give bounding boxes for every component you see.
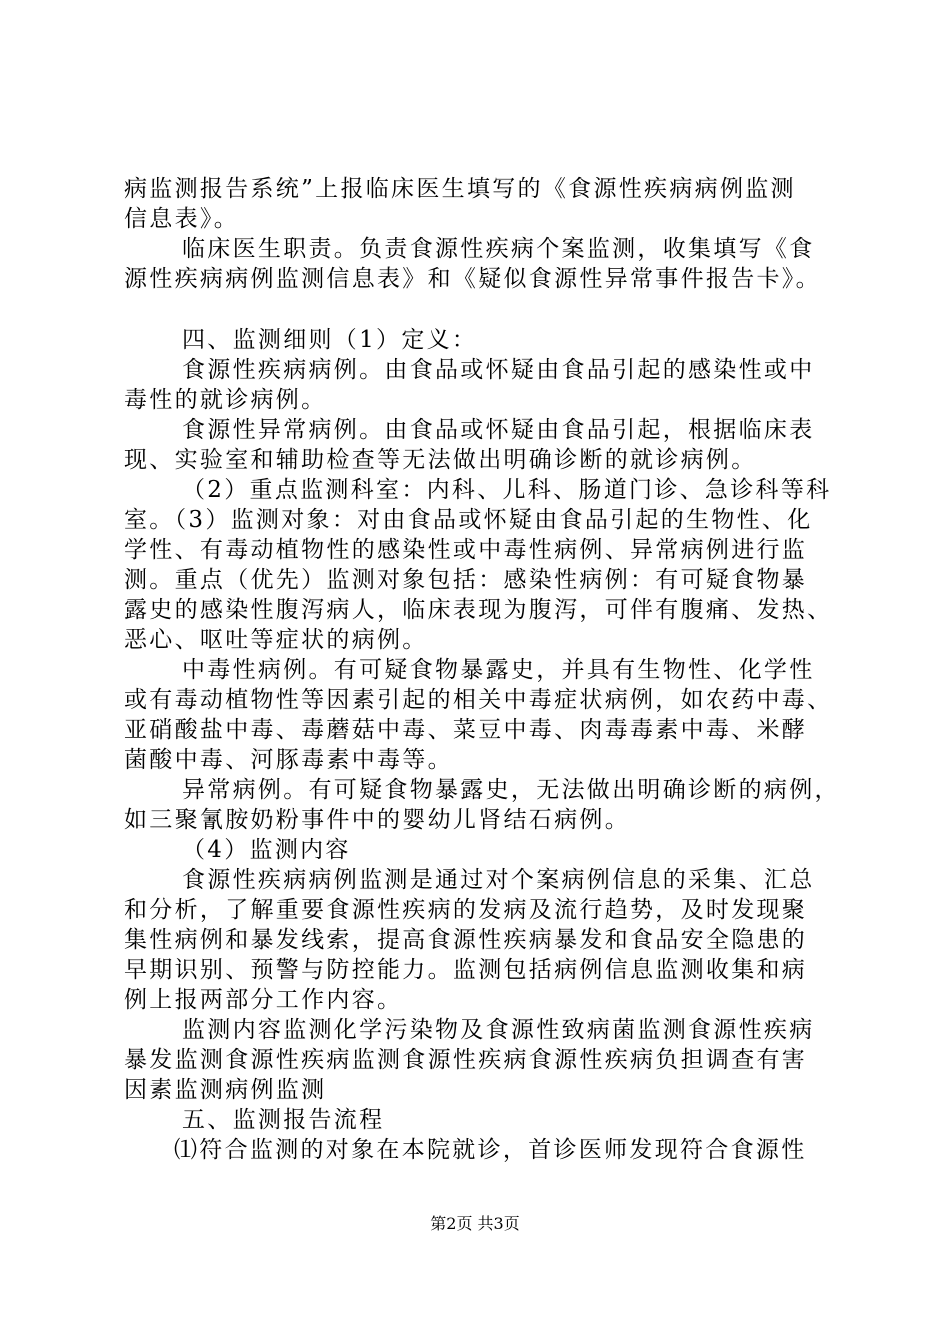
body-line: 室。（3）监测对象：对由食品或怀疑由食品引起的生物性、化 (124, 507, 813, 533)
body-line: 学性、有毒动植物性的感染性或中毒性病例、异常病例进行监 (124, 537, 808, 563)
body-line: ⑴符合监测的对象在本院就诊，首诊医师发现符合食源性 (174, 1137, 807, 1163)
body-line: 或有毒动植物性等因素引起的相关中毒症状病例，如农药中毒、 (124, 687, 833, 713)
body-line: 集性病例和暴发线索，提高食源性疾病暴发和食品安全隐患的 (124, 927, 808, 953)
body-line: 和分析，了解重要食源性疾病的发病及流行趋势，及时发现聚 (124, 897, 808, 923)
body-line: 亚硝酸盐中毒、毒蘑菇中毒、菜豆中毒、肉毒毒素中毒、米酵 (124, 717, 808, 743)
section-heading: （4）监测内容 (182, 837, 351, 863)
body-line: 测。重点（优先）监测对象包括：感染性病例：有可疑食物暴 (124, 567, 808, 593)
body-line: 早期识别、预警与防控能力。监测包括病例信息监测收集和病 (124, 957, 808, 983)
body-line: 临床医生职责。负责食源性疾病个案监测，收集填写《食 (182, 236, 815, 262)
body-line: 病监测报告系统”上报临床医生填写的《食源性疾病病例监测 (124, 176, 796, 202)
section-heading: 四、监测细则（1）定义： (182, 327, 478, 353)
body-line: 毒性的就诊病例。 (124, 387, 327, 413)
body-line: （2）重点监测科室：内科、儿科、肠道门诊、急诊科等科 (182, 477, 832, 503)
body-line: 异常病例。有可疑食物暴露史，无法做出明确诊断的病例， (182, 777, 840, 803)
body-line: 暴发监测食源性疾病监测食源性疾病食源性疾病负担调查有害 (124, 1047, 808, 1073)
section-heading: 五、监测报告流程 (182, 1107, 385, 1133)
page-number: 第2页 共3页 (430, 1214, 520, 1233)
body-line: 中毒性病例。有可疑食物暴露史，并具有生物性、化学性 (182, 657, 815, 683)
body-line: 如三聚氰胺奶粉事件中的婴幼儿肾结石病例。 (124, 807, 630, 833)
body-line: 监测内容监测化学污染物及食源性致病菌监测食源性疾病 (182, 1017, 815, 1043)
body-line: 例上报两部分工作内容。 (124, 987, 403, 1013)
body-line: 食源性疾病病例。由食品或怀疑由食品引起的感染性或中 (182, 357, 815, 383)
document-body (124, 174, 840, 1165)
body-line: 露史的感染性腹泻病人，临床表现为腹泻，可伴有腹痛、发热、 (124, 597, 833, 623)
body-line: 食源性异常病例。由食品或怀疑由食品引起，根据临床表 (182, 417, 815, 443)
body-line: 信息表》。 (124, 206, 239, 232)
body-line: 现、实验室和辅助检查等无法做出明确诊断的就诊病例。 (124, 447, 757, 473)
body-line: 源性疾病病例监测信息表》和《疑似食源性异常事件报告卡》。 (124, 266, 821, 292)
body-line: 恶心、呕吐等症状的病例。 (124, 627, 428, 653)
body-line: 食源性疾病病例监测是通过对个案病例信息的采集、汇总 (182, 867, 815, 893)
paragraph-gap (124, 294, 834, 325)
body-line: 因素监测病例监测 (124, 1077, 327, 1103)
page-footer (0, 1214, 950, 1234)
body-line: 菌酸中毒、河豚毒素中毒等。 (124, 747, 453, 773)
